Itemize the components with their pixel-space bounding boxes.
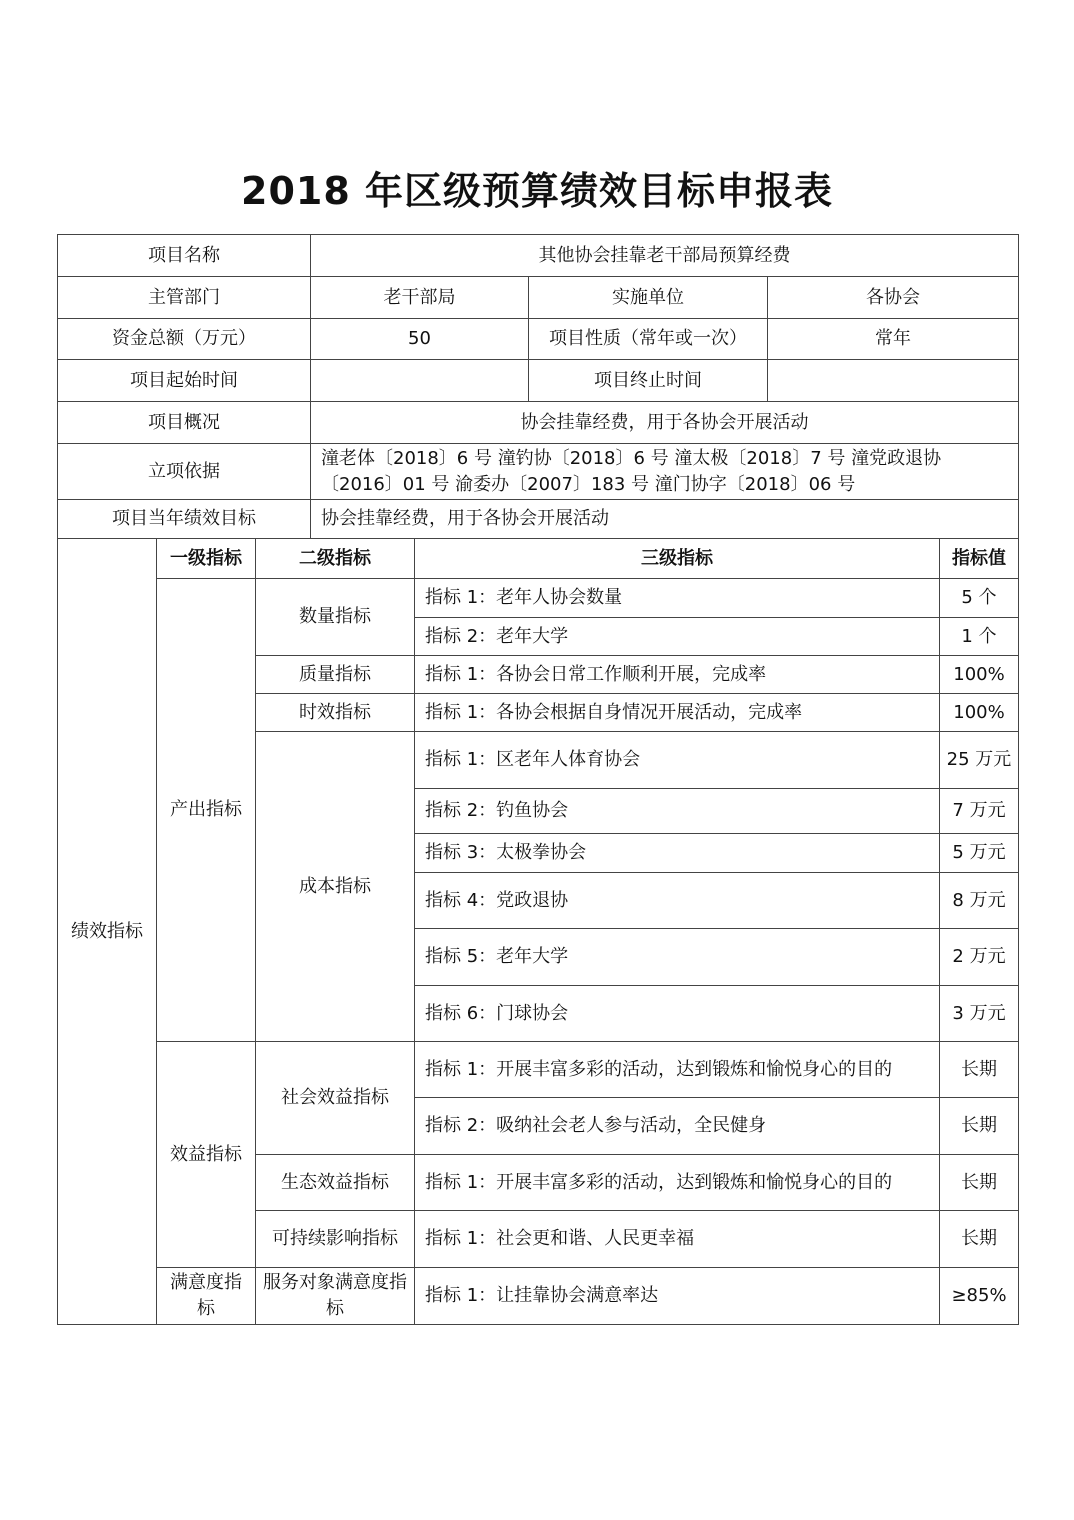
- table-row: [58, 1268, 1019, 1325]
- end-label: 项目终止时间: [529, 360, 768, 402]
- cost-indicator: 成本指标: [256, 732, 415, 1042]
- indicator-text: 指标 2：吸纳社会老人参与活动，全民健身: [415, 1098, 940, 1155]
- goal-value: 协会挂靠经费，用于各协会开展活动: [311, 500, 1019, 539]
- social-indicator: 社会效益指标: [256, 1042, 415, 1155]
- sustainable-indicator: 可持续影响指标: [256, 1211, 415, 1268]
- indicator-value: 2 万元: [940, 929, 1019, 986]
- perf-section-label: 绩效指标: [58, 539, 157, 1325]
- indicator-text: 指标 2：老年大学: [415, 618, 940, 656]
- indicator-text: 指标 1：开展丰富多彩的活动，达到锻炼和愉悦身心的目的: [415, 1042, 940, 1098]
- table-row: [58, 1042, 1019, 1098]
- indicator-text: 指标 1：各协会日常工作顺利开展，完成率: [415, 656, 940, 694]
- indicator-text: 指标 2：钓鱼协会: [415, 789, 940, 834]
- table-row: [58, 402, 1019, 444]
- header-level2: 二级指标: [256, 539, 415, 579]
- basis-label: 立项依据: [58, 444, 311, 500]
- indicator-text: 指标 1：老年人协会数量: [415, 579, 940, 618]
- nature-value: 常年: [768, 319, 1019, 360]
- dept-label: 主管部门: [58, 277, 311, 319]
- indicator-value: 长期: [940, 1155, 1019, 1211]
- indicator-value: 25 万元: [940, 732, 1019, 789]
- indicator-value: 1 个: [940, 618, 1019, 656]
- indicator-value: 100%: [940, 656, 1019, 694]
- table-row: [58, 579, 1019, 618]
- overview-value: 协会挂靠经费，用于各协会开展活动: [311, 402, 1019, 444]
- indicator-value: 8 万元: [940, 873, 1019, 929]
- project-name-label: 项目名称: [58, 235, 311, 277]
- indicator-value: ≥85%: [940, 1268, 1019, 1325]
- indicator-text: 指标 6：门球协会: [415, 986, 940, 1042]
- project-info-table: [57, 234, 1019, 539]
- table-row: [58, 319, 1019, 360]
- output-indicator: 产出指标: [157, 579, 256, 1042]
- end-value: [768, 360, 1019, 402]
- funds-value: 50: [311, 319, 529, 360]
- performance-table: [57, 538, 1019, 1325]
- ecological-indicator: 生态效益指标: [256, 1155, 415, 1211]
- dept-value: 老干部局: [311, 277, 529, 319]
- header-value: 指标值: [940, 539, 1019, 579]
- impl-label: 实施单位: [529, 277, 768, 319]
- table-row: [58, 444, 1019, 500]
- quantity-indicator: 数量指标: [256, 579, 415, 656]
- start-label: 项目起始时间: [58, 360, 311, 402]
- indicator-text: 指标 1：各协会根据自身情况开展活动，完成率: [415, 694, 940, 732]
- benefit-indicator: 效益指标: [157, 1042, 256, 1268]
- indicator-value: 长期: [940, 1098, 1019, 1155]
- table-row: [58, 235, 1019, 277]
- table-row: [58, 277, 1019, 319]
- nature-label: 项目性质（常年或一次）: [529, 319, 768, 360]
- indicator-value: 100%: [940, 694, 1019, 732]
- service-satisfaction-indicator: 服务对象满意度指标: [256, 1268, 415, 1325]
- indicator-value: 5 万元: [940, 834, 1019, 873]
- quality-indicator: 质量指标: [256, 656, 415, 694]
- indicator-value: 7 万元: [940, 789, 1019, 834]
- indicator-text: 指标 1：开展丰富多彩的活动，达到锻炼和愉悦身心的目的: [415, 1155, 940, 1211]
- page-title: 2018 年区级预算绩效目标申报表: [241, 169, 833, 213]
- goal-label: 项目当年绩效目标: [58, 500, 311, 539]
- indicator-value: 长期: [940, 1211, 1019, 1268]
- indicator-text: 指标 1：让挂靠协会满意率达: [415, 1268, 940, 1325]
- header-level3: 三级指标: [415, 539, 940, 579]
- basis-value: 潼老体〔2018〕6 号 潼钓协〔2018〕6 号 潼太极〔2018〕7 号 潼党政退协〔2016〕01 号 渝委办〔2007〕183 号 潼门协字〔2018〕06 号: [311, 444, 1019, 500]
- indicator-text: 指标 3：太极拳协会: [415, 834, 940, 873]
- indicator-text: 指标 4：党政退协: [415, 873, 940, 929]
- impl-value: 各协会: [768, 277, 1019, 319]
- indicator-text: 指标 1：区老年人体育协会: [415, 732, 940, 789]
- header-level1: 一级指标: [157, 539, 256, 579]
- indicator-text: 指标 5：老年大学: [415, 929, 940, 986]
- funds-label: 资金总额（万元）: [58, 319, 311, 360]
- indicator-value: 3 万元: [940, 986, 1019, 1042]
- table-row: [58, 360, 1019, 402]
- table-row: [58, 500, 1019, 539]
- indicator-value: 5 个: [940, 579, 1019, 618]
- project-name-value: 其他协会挂靠老干部局预算经费: [311, 235, 1019, 277]
- indicator-value: 长期: [940, 1042, 1019, 1098]
- timeliness-indicator: 时效指标: [256, 694, 415, 732]
- table-row: [58, 539, 1019, 579]
- satisfaction-indicator: 满意度指标: [157, 1268, 256, 1325]
- start-value: [311, 360, 529, 402]
- overview-label: 项目概况: [58, 402, 311, 444]
- indicator-text: 指标 1：社会更和谐、人民更幸福: [415, 1211, 940, 1268]
